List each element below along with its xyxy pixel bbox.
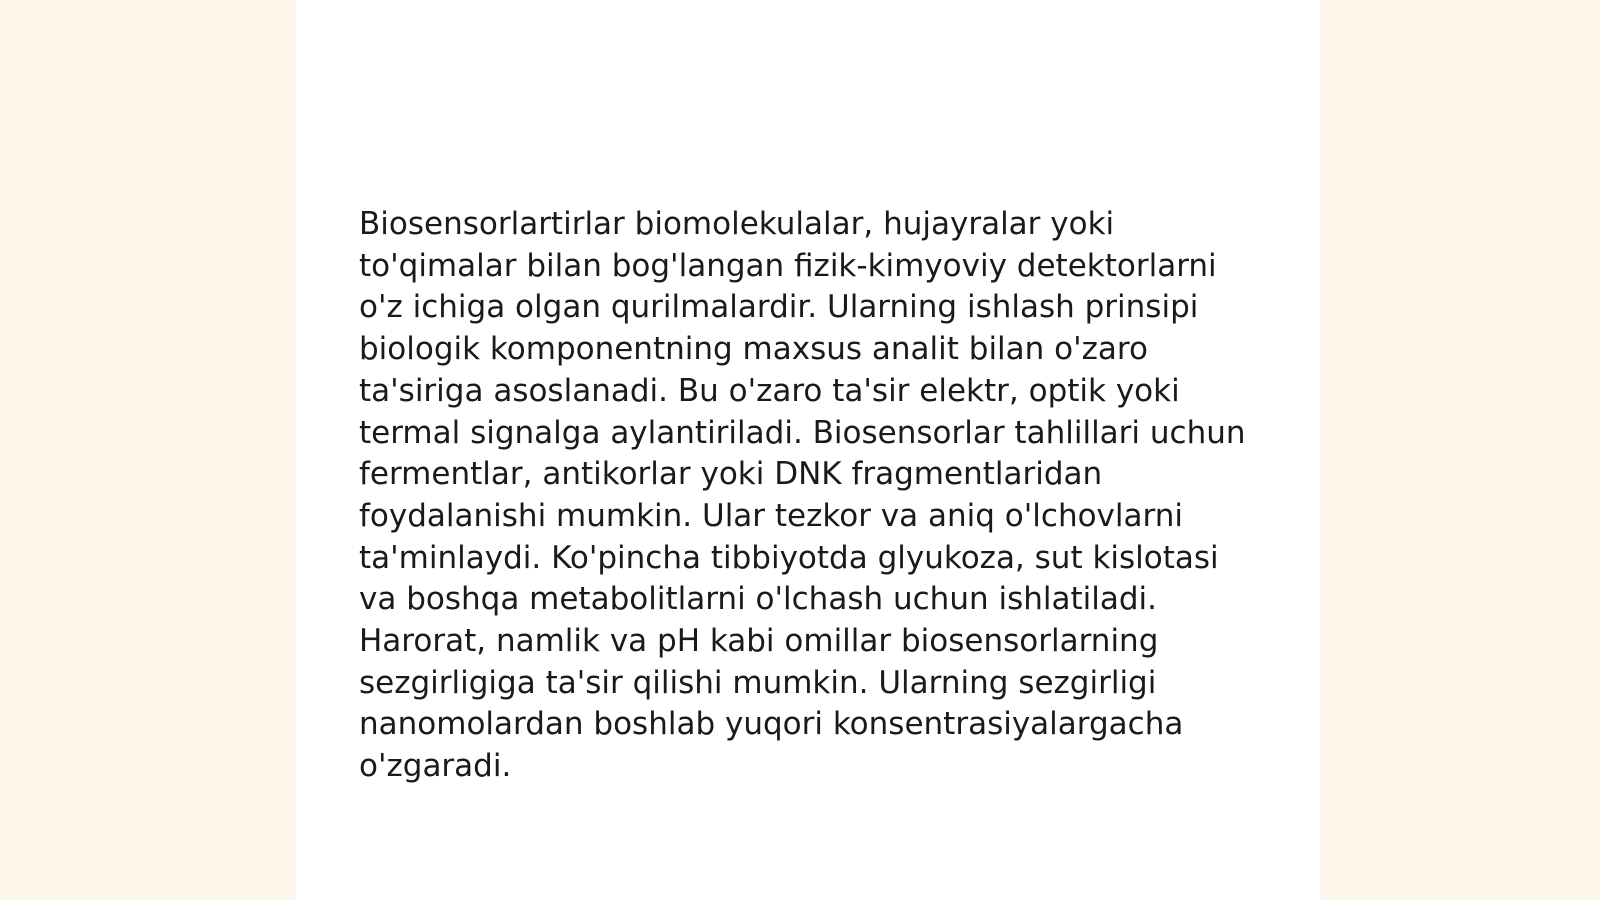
document-page bbox=[296, 0, 1320, 900]
body-paragraph: Biosensorlartirlar biomolekulalar, hujayralar yoki to'qimalar bilan bog'langan fizik-kimyoviy detektorlarni o'z ichiga olgan qurilmalardir. Ularning ishlash prinsipi biologik komponentning maxsus analit bilan o'zaro ta'siriga asoslanadi. Bu o'zaro ta'sir elektr, optik yoki termal signalga aylantiriladi. Biosensorlar tahlillari uchun fermentlar, antikorlar yoki DNK fragmentlaridan foydalanishi mumkin. Ular tezkor va aniq o'lchovlarni ta'minlaydi. Ko'pincha tibbiyotda glyukoza, sut kislotasi va boshqa metabolitlarni o'lchash uchun ishlatiladi. Harorat, namlik va pH kabi omillar biosensorlarning sezgirligiga ta'sir qilishi mumkin. Ularning sezgirligi nanomolardan boshlab yuqori konsentrasiyalargacha o'zgaradi. bbox=[359, 206, 1246, 785]
